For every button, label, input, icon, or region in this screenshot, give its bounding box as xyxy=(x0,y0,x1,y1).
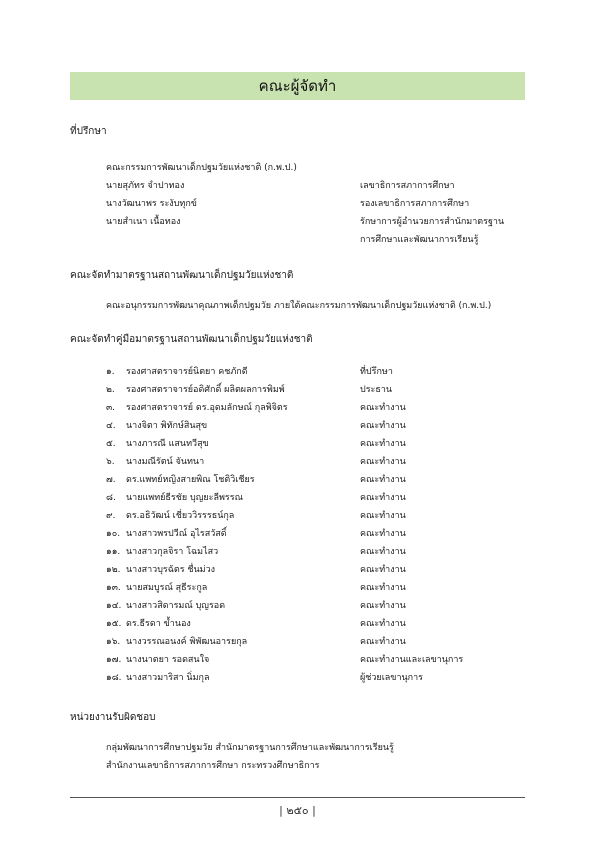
member-role: คณะทำงาน xyxy=(360,493,406,503)
standards-body: คณะอนุกรรมการพัฒนาคุณภาพเด็กปฐมวัย ภายใต้คณะกรรมการพัฒนาเด็กปฐมวัยแห่งชาติ (ก.พ.ป.) xyxy=(106,301,492,311)
member-list xyxy=(106,362,506,686)
member-role: คณะทำงาน xyxy=(360,601,406,611)
member-num: ๙. xyxy=(106,511,116,521)
member-num: ๑๐. xyxy=(106,529,121,539)
member-row xyxy=(106,506,506,524)
advisor-role: รักษาการผู้อำนวยการสำนักมาตรฐาน xyxy=(360,217,505,227)
manual-heading: คณะจัดทำคู่มือมาตรฐานสถานพัฒนาเด็กปฐมวัยแห่งชาติ xyxy=(70,334,313,345)
member-num: ๑๘. xyxy=(106,673,122,683)
member-name: นางภารณี แสนทวีสุข xyxy=(126,439,209,449)
member-num: ๑๓. xyxy=(106,583,121,593)
member-row xyxy=(106,614,506,632)
member-num: ๖. xyxy=(106,457,115,467)
member-num: ๕. xyxy=(106,439,116,449)
member-row xyxy=(106,542,506,560)
member-role: คณะทำงาน xyxy=(360,529,406,539)
member-name: นางสาวมาริสา นิ่มกุล xyxy=(126,673,210,683)
member-name: นางสาวบุรฉัตร ชื่นม่วง xyxy=(126,565,216,575)
member-num: ๑๗. xyxy=(106,655,122,665)
member-num: ๑๕. xyxy=(106,619,122,629)
advisors-committee: คณะกรรมการพัฒนาเด็กปฐมวัยแห่งชาติ (ก.พ.ป.) xyxy=(106,163,297,173)
standards-heading: คณะจัดทำมาตรฐานสถานพัฒนาเด็กปฐมวัยแห่งชาติ xyxy=(70,270,294,281)
member-role: คณะทำงาน xyxy=(360,547,406,557)
member-num: ๒. xyxy=(106,385,115,395)
member-name: นางวรรณอนงค์ พิพัฒนอารยกุล xyxy=(126,637,248,647)
member-name: นายสมบูรณ์ สุธีระกูล xyxy=(126,583,208,593)
page-number: | ๒๕๐ | xyxy=(279,804,316,817)
member-role: คณะทำงานและเลขานุการ xyxy=(360,655,464,665)
member-row xyxy=(106,452,506,470)
member-name: รองศาสตราจารย์อดิศักดิ์ ผลิตผลการพิมพ์ xyxy=(126,385,285,395)
member-name: นางนาตยา รอดสนใจ xyxy=(126,655,210,665)
advisor-role-continued: การศึกษาและพัฒนาการเรียนรู้ xyxy=(360,235,479,245)
advisor-role: รองเลขาธิการสภาการศึกษา xyxy=(360,199,470,209)
member-num: ๑๒. xyxy=(106,565,121,575)
member-name: ดร.ธีรดา ข้ำนอง xyxy=(126,619,191,629)
member-name: นายแพทย์ธีรชัย บุญยะลีพรรณ xyxy=(126,493,243,503)
member-name: นางมณีรัตน์ จันทนา xyxy=(126,457,205,467)
member-row xyxy=(106,362,506,380)
member-role: ผู้ช่วยเลขานุการ xyxy=(360,673,423,683)
member-row xyxy=(106,632,506,650)
member-role: คณะทำงาน xyxy=(360,439,406,449)
member-num: ๘. xyxy=(106,493,116,503)
member-row xyxy=(106,434,506,452)
member-num: ๗. xyxy=(106,475,116,485)
member-row xyxy=(106,668,506,686)
advisor-name: นางวัฒนาพร ระงับทุกข์ xyxy=(106,199,197,209)
member-role: ที่ปรึกษา xyxy=(360,367,393,377)
member-row xyxy=(106,398,506,416)
member-row xyxy=(106,596,506,614)
member-name: รองศาสตราจารย์ ดร.อุดมลักษณ์ กุลพิจิตร xyxy=(126,403,288,413)
member-num: ๑๑. xyxy=(106,547,121,557)
member-name: นางจิตา พิทักษ์สินสุข xyxy=(126,421,208,431)
member-name: นางสาวสิดารมณ์ บุญรอด xyxy=(126,601,226,611)
member-row xyxy=(106,524,506,542)
member-name: ดร.แพทย์หญิงสายพิณ โชติวิเชียร xyxy=(126,475,255,485)
member-role: คณะทำงาน xyxy=(360,421,406,431)
member-num: ๔. xyxy=(106,421,116,431)
responsible-heading: หน่วยงานรับผิดชอบ xyxy=(70,712,156,723)
member-num: ๑๖. xyxy=(106,637,121,647)
member-role: ประธาน xyxy=(360,385,393,395)
footer-rule xyxy=(70,797,525,798)
responsible-line: สำนักงานเลขาธิการสภาการศึกษา กระทรวงศึกษาธิการ xyxy=(106,761,320,771)
member-role: คณะทำงาน xyxy=(360,565,406,575)
responsible-line: กลุ่มพัฒนาการศึกษาปฐมวัย สำนักมาตรฐานการศึกษาและพัฒนาการเรียนรู้ xyxy=(106,743,394,753)
member-row xyxy=(106,650,506,668)
title-banner xyxy=(70,72,525,100)
member-role: คณะทำงาน xyxy=(360,457,406,467)
member-row xyxy=(106,560,506,578)
member-row xyxy=(106,380,506,398)
advisors-heading: ที่ปรึกษา xyxy=(70,126,107,137)
member-num: ๑. xyxy=(106,367,115,377)
member-role: คณะทำงาน xyxy=(360,403,406,413)
member-name: ดร.อธิวัฒน์ เชี่ยววิรรรธน์กุล xyxy=(126,511,235,521)
advisor-role: เลขาธิการสภาการศึกษา xyxy=(360,181,455,191)
member-role: คณะทำงาน xyxy=(360,637,406,647)
member-num: ๑๔. xyxy=(106,601,122,611)
member-role: คณะทำงาน xyxy=(360,475,406,485)
member-row xyxy=(106,470,506,488)
member-role: คณะทำงาน xyxy=(360,619,406,629)
member-name: นางสาวพรปวีณ์ อุไรสวัสดิ์ xyxy=(126,529,227,539)
member-row xyxy=(106,578,506,596)
member-name: นางสาวกุลจิรา โฉมไสว xyxy=(126,547,219,557)
page-title: คณะผู้จัดทำ xyxy=(258,77,337,95)
member-row xyxy=(106,416,506,434)
advisor-name: นายสำเนา เนื้อทอง xyxy=(106,217,181,227)
member-row xyxy=(106,488,506,506)
member-num: ๓. xyxy=(106,403,116,413)
member-name: รองศาสตราจารย์นิตยา คชภักดี xyxy=(126,367,248,377)
member-role: คณะทำงาน xyxy=(360,511,406,521)
advisor-name: นายสุภัทร จำปาทอง xyxy=(106,181,185,191)
member-role: คณะทำงาน xyxy=(360,583,406,593)
